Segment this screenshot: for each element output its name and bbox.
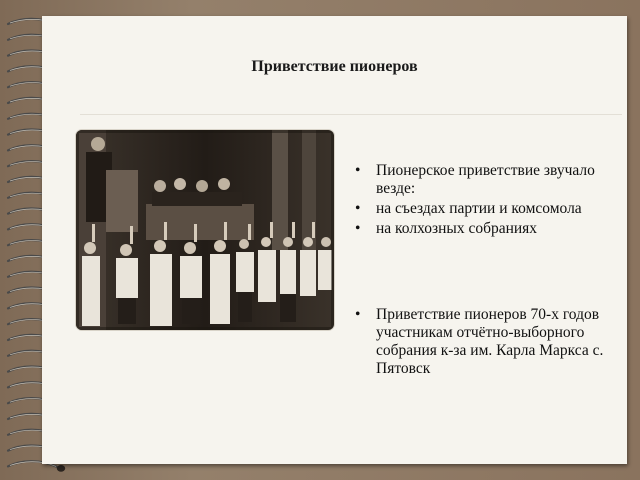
bullet-item: • Приветствие пионеров 70-х годов участникам отчётно-выборного собрания к-за им. Карла Маркса с. Пятовск — [346, 306, 616, 378]
bullet-list — [346, 162, 616, 380]
pioneer-photo-image — [76, 130, 334, 330]
bullet-item: • на колхозных собраниях — [346, 220, 616, 238]
bullet-item: • Пионерское приветствие звучало везде: — [346, 162, 616, 198]
slide-page — [42, 16, 627, 464]
slide-title: Приветствие пионеров — [251, 58, 418, 75]
bullet-item: • на съездах партии и комсомола — [346, 200, 616, 218]
title-divider — [80, 114, 622, 115]
pioneer-photo — [76, 130, 334, 330]
